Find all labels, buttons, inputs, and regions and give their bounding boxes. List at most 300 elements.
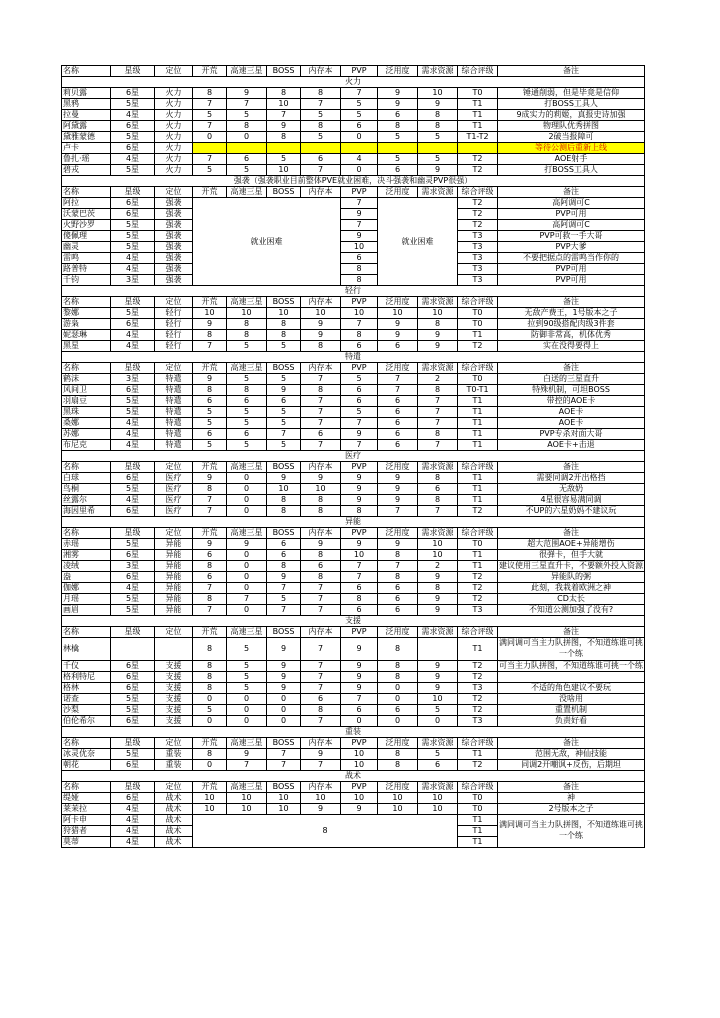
cell-name: 风间卫 <box>62 385 111 396</box>
cell-neicun: 7 <box>301 715 341 726</box>
cell-neicun: 5 <box>301 110 341 121</box>
cell-fanyong: 9 <box>378 330 418 341</box>
col-header-tier: 综合评级 <box>458 363 498 374</box>
section-title-row <box>62 517 645 528</box>
cell-star: 5星 <box>111 242 155 253</box>
cell-fast3: 9 <box>227 748 267 759</box>
cell-role: 支援 <box>155 671 193 682</box>
cell-pvp: 9 <box>341 638 378 661</box>
cell-fanyong: 5 <box>378 154 418 165</box>
cell-name: 千钧 <box>62 275 111 286</box>
cell-pvp: 6 <box>341 341 378 352</box>
cell-tier: T1 <box>458 429 498 440</box>
cell-star: 5星 <box>111 99 155 110</box>
cell-tier: T0 <box>458 308 498 319</box>
col-header-note: 备注 <box>498 737 645 748</box>
cell-note: AOE卡 <box>498 418 645 429</box>
table-row <box>62 341 645 352</box>
cell-name: 火野沙罗 <box>62 220 111 231</box>
cell-star: 6星 <box>111 792 155 803</box>
col-header-fast3: 高速三星 <box>227 297 267 308</box>
col-header-tier: 综合评级 <box>458 781 498 792</box>
cell-star: 6星 <box>111 319 155 330</box>
cell-kaihuang: 5 <box>193 704 227 715</box>
cell-role: 特遣 <box>155 385 193 396</box>
cell-tier: T1 <box>458 825 498 836</box>
cell-resource: 8 <box>418 110 458 121</box>
table-row <box>62 418 645 429</box>
cell-pvp <box>341 143 378 154</box>
section-title: 强袭（强袭职业目前整体PVE就业困难，决斗强袭和幽灵PVP很强） <box>62 176 645 187</box>
section-title-row <box>62 770 645 781</box>
cell-boss: 9 <box>267 572 301 583</box>
cell-tier: T1 <box>458 638 498 661</box>
cell-neicun: 6 <box>301 429 341 440</box>
table-row <box>62 704 645 715</box>
cell-fanyong: 8 <box>378 572 418 583</box>
cell-note: PVP可用 <box>498 264 645 275</box>
cell-resource <box>418 143 458 154</box>
col-header-pvp: PVP <box>341 462 378 473</box>
cell-pvp: 8 <box>341 330 378 341</box>
col-header-fast3: 高速三星 <box>227 528 267 539</box>
cell-boss: 10 <box>267 99 301 110</box>
cell-fast3: 5 <box>227 374 267 385</box>
cell-fanyong: 0 <box>378 693 418 704</box>
col-header-kaihuang: 开荒 <box>193 462 227 473</box>
col-header-kaihuang: 开荒 <box>193 737 227 748</box>
cell-note: CD太长 <box>498 594 645 605</box>
cell-star: 6星 <box>111 209 155 220</box>
cell-fast3: 8 <box>227 121 267 132</box>
section-title: 异能 <box>62 517 645 528</box>
cell-resource: 10 <box>418 693 458 704</box>
cell-tier: T2 <box>458 572 498 583</box>
cell-pvp: 9 <box>341 682 378 693</box>
cell-fanyong: 6 <box>378 418 418 429</box>
cell-role: 医疗 <box>155 506 193 517</box>
cell-pvp: 6 <box>341 385 378 396</box>
cell-kaihuang: 0 <box>193 132 227 143</box>
col-header-neicun: 内存本 <box>301 528 341 539</box>
cell-fanyong: 6 <box>378 429 418 440</box>
table-row <box>62 473 645 484</box>
col-header-role: 定位 <box>155 627 193 638</box>
cell-boss: 7 <box>267 605 301 616</box>
cell-name: 游枭 <box>62 319 111 330</box>
cell-pvp: 9 <box>341 473 378 484</box>
cell-role: 特遣 <box>155 396 193 407</box>
cell-kaihuang: 6 <box>193 550 227 561</box>
cell-note: 2号版本之子 <box>498 803 645 814</box>
section-title-row <box>62 451 645 462</box>
cell-fast3: 0 <box>227 132 267 143</box>
cell-resource: 10 <box>418 803 458 814</box>
cell-name: 羽扇豆 <box>62 396 111 407</box>
cell-boss: 5 <box>267 154 301 165</box>
cell-role: 支援 <box>155 704 193 715</box>
cell-name: 阿卡申 <box>62 814 111 825</box>
cell-neicun: 6 <box>301 693 341 704</box>
cell-fanyong: 7 <box>378 374 418 385</box>
col-header-fanyong: 泛用度 <box>378 781 418 792</box>
cell-boss: 10 <box>267 308 301 319</box>
cell-fast3: 0 <box>227 484 267 495</box>
cell-resource: 5 <box>418 748 458 759</box>
cell-fast3: 6 <box>227 429 267 440</box>
col-header-neicun: 内存本 <box>301 781 341 792</box>
cell-role: 火力 <box>155 121 193 132</box>
cell-fanyong: 6 <box>378 165 418 176</box>
col-header-kaihuang: 开荒 <box>193 363 227 374</box>
cell-pvp: 7 <box>341 561 378 572</box>
cell-pvp: 6 <box>341 121 378 132</box>
cell-fast3: 0 <box>227 473 267 484</box>
cell-name: 冰灵优奈 <box>62 748 111 759</box>
col-header-name: 名称 <box>62 528 111 539</box>
cell-role: 强袭 <box>155 253 193 264</box>
cell-pvp: 9 <box>341 660 378 671</box>
col-header-role: 定位 <box>155 187 193 198</box>
cell-resource: 9 <box>418 572 458 583</box>
cell-tier: T1 <box>458 440 498 451</box>
cell-star: 6星 <box>111 385 155 396</box>
table-row <box>62 231 645 242</box>
cell-neicun: 8 <box>301 341 341 352</box>
cell-pvp: 8 <box>341 264 378 275</box>
cell-pvp: 7 <box>341 88 378 99</box>
cell-fanyong: 6 <box>378 341 418 352</box>
cell-role: 轻行 <box>155 319 193 330</box>
cell-tier <box>458 143 498 154</box>
cell-neicun: 7 <box>301 374 341 385</box>
cell-role: 特遣 <box>155 418 193 429</box>
col-header-pvp: PVP <box>341 627 378 638</box>
cell-neicun: 7 <box>301 99 341 110</box>
cell-note: 物理队优秀拼图 <box>498 121 645 132</box>
table-row <box>62 506 645 517</box>
cell-neicun: 7 <box>301 660 341 671</box>
cell-note: 白送的三星直升 <box>498 374 645 385</box>
col-header-fast3: 高速三星 <box>227 627 267 638</box>
table-row <box>62 561 645 572</box>
header-row <box>62 528 645 539</box>
cell-boss: 5 <box>267 374 301 385</box>
cell-boss: 8 <box>267 495 301 506</box>
table-row <box>62 275 645 286</box>
cell-star: 4星 <box>111 803 155 814</box>
cell-star: 4星 <box>111 110 155 121</box>
cell-role: 支援 <box>155 660 193 671</box>
cell-role: 异能 <box>155 572 193 583</box>
cell-pvp: 4 <box>341 154 378 165</box>
cell-star: 5星 <box>111 484 155 495</box>
cell-kaihuang: 5 <box>193 440 227 451</box>
cell-kaihuang <box>193 143 227 154</box>
cell-role: 强袭 <box>155 264 193 275</box>
cell-kaihuang: 5 <box>193 165 227 176</box>
col-header-fanyong: 泛用度 <box>378 627 418 638</box>
cell-star: 6星 <box>111 572 155 583</box>
cell-note: PVP大爹 <box>498 242 645 253</box>
cell-neicun: 7 <box>301 759 341 770</box>
cell-tier: T2 <box>458 759 498 770</box>
cell-role: 异能 <box>155 539 193 550</box>
cell-star: 6星 <box>111 550 155 561</box>
cell-neicun: 7 <box>301 440 341 451</box>
table-row <box>62 484 645 495</box>
cell-resource: 9 <box>418 330 458 341</box>
cell-role: 强袭 <box>155 231 193 242</box>
cell-resource: 8 <box>418 495 458 506</box>
cell-boss: 9 <box>267 385 301 396</box>
cell-star: 5星 <box>111 704 155 715</box>
cell-neicun: 9 <box>301 748 341 759</box>
cell-pvp: 7 <box>341 319 378 330</box>
cell-note: 超大范围AOE+异能增伤 <box>498 539 645 550</box>
col-header-note: 备注 <box>498 462 645 473</box>
cell-resource: 9 <box>418 165 458 176</box>
cell-resource: 9 <box>418 682 458 693</box>
table-row <box>62 407 645 418</box>
col-header-boss: BOSS <box>267 363 301 374</box>
cell-resource: 9 <box>418 671 458 682</box>
cell-note: 可当主力队拼图，不知道练谁可挑一个练 <box>499 660 643 670</box>
col-header-kaihuang: 开荒 <box>193 781 227 792</box>
cell-name: 傻佩理 <box>62 231 111 242</box>
cell-role: 战术 <box>155 814 193 825</box>
col-header-fanyong: 泛用度 <box>378 66 418 77</box>
col-header-fanyong: 泛用度 <box>378 297 418 308</box>
cell-kaihuang: 10 <box>193 792 227 803</box>
cell-kaihuang: 7 <box>193 154 227 165</box>
cell-pvp: 7 <box>341 440 378 451</box>
cell-resource: 7 <box>418 440 458 451</box>
col-header-star: 星级 <box>111 781 155 792</box>
col-header-neicun: 内存本 <box>301 363 341 374</box>
cell-name: 碧戎 <box>62 165 111 176</box>
cell-boss: 7 <box>267 748 301 759</box>
cell-tier: T2 <box>458 660 498 671</box>
cell-fanyong: 8 <box>378 638 418 661</box>
cell-pvp: 10 <box>341 308 378 319</box>
cell-name: 白球 <box>62 473 111 484</box>
cell-fast3: 5 <box>227 682 267 693</box>
cell-fanyong: 9 <box>378 473 418 484</box>
cell-star: 4星 <box>111 330 155 341</box>
cell-pvp: 5 <box>341 407 378 418</box>
cell-fast3: 8 <box>227 319 267 330</box>
col-header-neicun: 内存本 <box>301 627 341 638</box>
cell-kaihuang: 7 <box>193 495 227 506</box>
cell-star: 6星 <box>111 682 155 693</box>
cell-fast3: 10 <box>227 308 267 319</box>
cell-resource: 2 <box>418 374 458 385</box>
cell-kaihuang: 8 <box>193 671 227 682</box>
table-row <box>62 88 645 99</box>
cell-pvp: 0 <box>341 132 378 143</box>
cell-star: 6星 <box>111 88 155 99</box>
cell-boss: 8 <box>267 506 301 517</box>
cell-pvp: 0 <box>341 165 378 176</box>
cell-note: 打BOSS工具人 <box>498 165 645 176</box>
table-row <box>62 748 645 759</box>
tier-list-sheet <box>61 65 645 848</box>
cell-boss: 9 <box>267 121 301 132</box>
cell-tier: T2 <box>458 693 498 704</box>
cell-tier: T3 <box>458 715 498 726</box>
cell-name: 画眉 <box>62 605 111 616</box>
cell-star: 5星 <box>111 396 155 407</box>
cell-kaihuang: 9 <box>193 319 227 330</box>
cell-fanyong: 9 <box>378 99 418 110</box>
table-row <box>62 330 645 341</box>
cell-star: 6星 <box>111 143 155 154</box>
cell-fanyong: 7 <box>378 506 418 517</box>
section-title-row <box>62 616 645 627</box>
cell-boss: 10 <box>267 484 301 495</box>
cell-kaihuang: 8 <box>193 330 227 341</box>
cell-neicun: 7 <box>301 682 341 693</box>
cell-pvp: 10 <box>341 748 378 759</box>
cell-kaihuang: 6 <box>193 396 227 407</box>
cell-role: 轻行 <box>155 308 193 319</box>
cell-fast3: 9 <box>227 88 267 99</box>
cell-pvp: 9 <box>341 539 378 550</box>
cell-star: 5星 <box>111 605 155 616</box>
cell-star: 4星 <box>111 825 155 836</box>
col-header-name: 名称 <box>62 781 111 792</box>
col-header-name: 名称 <box>62 737 111 748</box>
cell-note: 异能队的粥 <box>498 572 645 583</box>
cell-neicun: 5 <box>301 132 341 143</box>
cell-role: 特遣 <box>155 429 193 440</box>
cell-name: 林檎 <box>62 638 111 661</box>
col-header-fast3: 高速三星 <box>227 66 267 77</box>
col-header-pvp: PVP <box>341 737 378 748</box>
col-header-note: 备注 <box>498 528 645 539</box>
section-title: 火力 <box>62 77 645 88</box>
cell-tier: T1 <box>458 121 498 132</box>
cell-pvp: 6 <box>341 396 378 407</box>
cell-role: 战术 <box>155 825 193 836</box>
col-header-resource: 需求资源 <box>418 462 458 473</box>
cell-tier: T1 <box>458 495 498 506</box>
cell-boss: 9 <box>267 638 301 661</box>
col-header-fanyong: 泛用度 <box>378 737 418 748</box>
cell-boss: 8 <box>267 330 301 341</box>
col-header-fast3: 高速三星 <box>227 187 267 198</box>
cell-boss: 0 <box>267 693 301 704</box>
cell-name: 千仪 <box>62 660 111 671</box>
col-header-boss: BOSS <box>267 462 301 473</box>
merged-note-pve: 就业困难 <box>193 198 341 286</box>
cell-fast3: 10 <box>227 792 267 803</box>
cell-tier: T2 <box>458 671 498 682</box>
cell-neicun: 6 <box>301 561 341 572</box>
cell-tier: T1 <box>458 748 498 759</box>
cell-neicun: 7 <box>301 396 341 407</box>
cell-kaihuang: 8 <box>193 385 227 396</box>
section-title: 轻行 <box>62 286 645 297</box>
cell-role: 轻行 <box>155 330 193 341</box>
cell-role: 火力 <box>155 143 193 154</box>
cell-kaihuang: 7 <box>193 583 227 594</box>
cell-fast3: 0 <box>227 506 267 517</box>
table-row <box>62 209 645 220</box>
col-header-resource: 需求资源 <box>418 528 458 539</box>
col-header-pvp: PVP <box>341 66 378 77</box>
cell-kaihuang: 0 <box>193 693 227 704</box>
cell-note: 实在没得要得上 <box>498 341 645 352</box>
cell-fanyong: 6 <box>378 110 418 121</box>
cell-pvp: 9 <box>341 671 378 682</box>
cell-note: 不知道公测加强了没有? <box>498 605 645 616</box>
cell-fanyong: 9 <box>378 495 418 506</box>
col-header-pvp: PVP <box>341 363 378 374</box>
cell-name: 月瑶 <box>62 594 111 605</box>
cell-star: 4星 <box>111 440 155 451</box>
cell-name: 丝露尔 <box>62 495 111 506</box>
cell-note: 神 <box>498 792 645 803</box>
cell-note: 不UP的六星奶妈不建议玩 <box>498 506 645 517</box>
cell-star: 4星 <box>111 264 155 275</box>
cell-note: 很弹卡，但手大就 <box>498 550 645 561</box>
cell-name: 缇娅 <box>62 792 111 803</box>
cell-star: 4星 <box>111 836 155 847</box>
col-header-note: 备注 <box>498 297 645 308</box>
cell-resource: 6 <box>418 759 458 770</box>
col-header-pvp: PVP <box>341 528 378 539</box>
col-header-name: 名称 <box>62 187 111 198</box>
col-header-role: 定位 <box>155 66 193 77</box>
cell-neicun: 8 <box>301 572 341 583</box>
cell-name: 朝花 <box>62 759 111 770</box>
cell-pvp: 10 <box>341 242 378 253</box>
cell-neicun: 7 <box>301 418 341 429</box>
cell-note: 重置机制 <box>498 704 645 715</box>
cell-role: 支援 <box>155 682 193 693</box>
col-header-name: 名称 <box>62 66 111 77</box>
cell-tier: T2 <box>458 594 498 605</box>
col-header-resource: 需求资源 <box>418 737 458 748</box>
cell-name: 伯伦希尔 <box>62 715 111 726</box>
cell-name: 狩猎者 <box>62 825 111 836</box>
cell-fast3: 0 <box>227 550 267 561</box>
section-title-row <box>62 352 645 363</box>
cell-note: PVP可用 <box>498 209 645 220</box>
cell-boss: 8 <box>267 561 301 572</box>
cell-name: 桑娜 <box>62 418 111 429</box>
cell-kaihuang: 8 <box>193 638 227 661</box>
table-row <box>62 429 645 440</box>
cell-role: 轻行 <box>155 341 193 352</box>
col-header-resource: 需求资源 <box>418 187 458 198</box>
header-row <box>62 737 645 748</box>
col-header-pvp: PVP <box>341 781 378 792</box>
col-header-role: 定位 <box>155 462 193 473</box>
cell-role: 战术 <box>155 836 193 847</box>
cell-neicun: 9 <box>301 473 341 484</box>
cell-star: 5星 <box>111 594 155 605</box>
cell-role: 异能 <box>155 550 193 561</box>
cell-tier: T2 <box>458 220 498 231</box>
cell-role <box>155 638 193 661</box>
cell-star: 4星 <box>111 583 155 594</box>
cell-note: 防御非常高，机体优秀 <box>498 330 645 341</box>
cell-star: 4星 <box>111 154 155 165</box>
cell-pvp: 5 <box>341 374 378 385</box>
